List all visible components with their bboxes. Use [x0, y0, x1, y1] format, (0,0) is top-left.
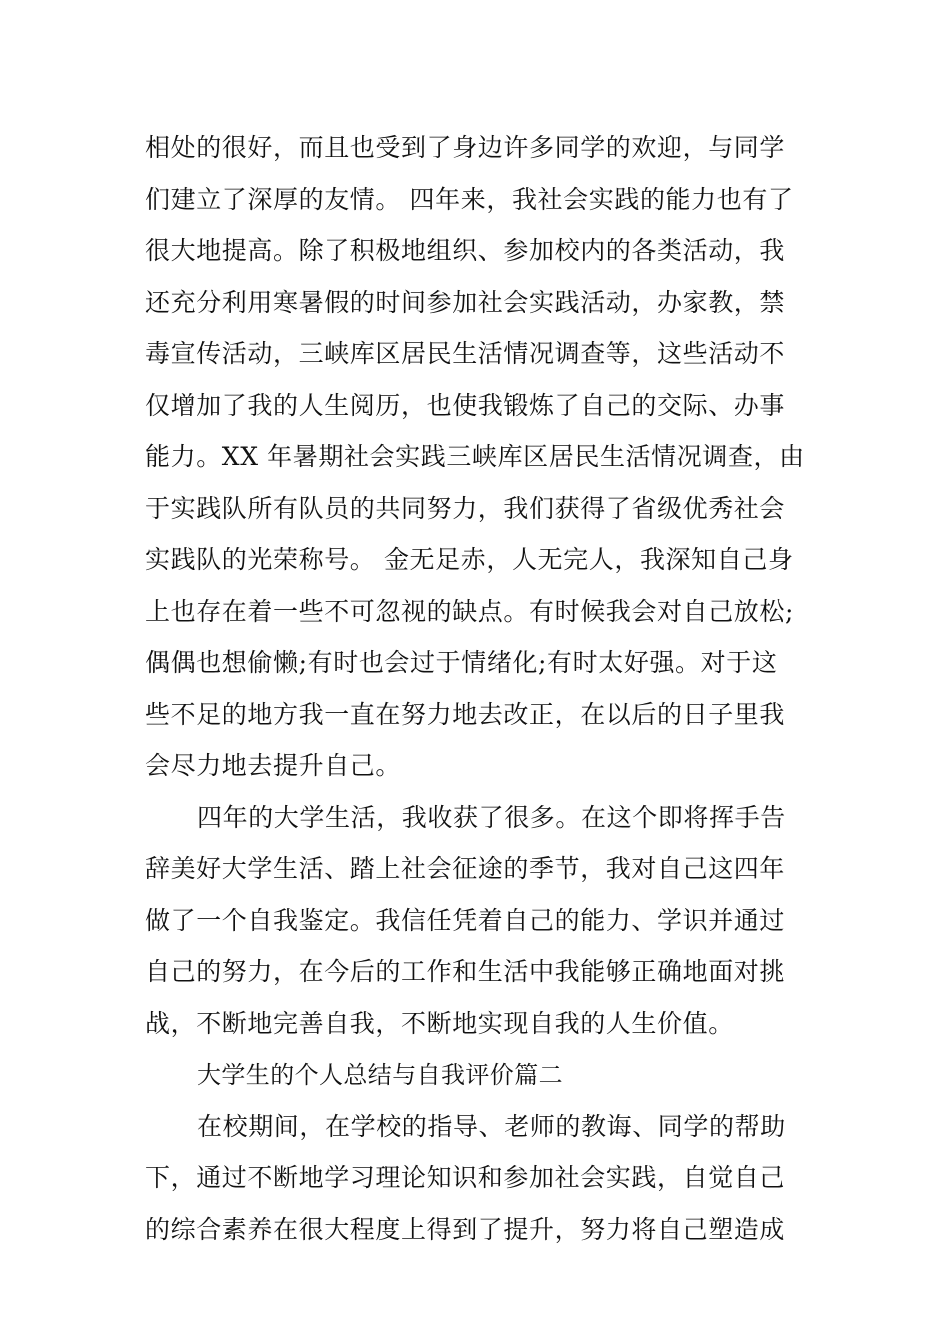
text-line: 四年的大学生活，我收获了很多。在这个即将挥手告 — [197, 803, 786, 832]
text-line: 会尽力地去提升自己。 — [145, 751, 402, 780]
section-heading: 大学生的个人总结与自我评价篇二 — [197, 1061, 563, 1089]
text-line: 能力。XX 年暑期社会实践三峡库区居民生活情况调查，由 — [145, 442, 805, 471]
text-line: 相处的很好，而且也受到了身边许多同学的欢迎，与同学 — [145, 133, 786, 162]
text-line: 在校期间，在学校的指导、老师的教诲、同学的帮助 — [197, 1112, 786, 1141]
text-line: 偶偶也想偷懒;有时也会过于情绪化;有时太好强。对于这 — [145, 648, 778, 677]
text-line: 的综合素养在很大程度上得到了提升，努力将自己塑造成 — [145, 1215, 786, 1244]
text-line: 些不足的地方我一直在努力地去改正，在以后的日子里我 — [145, 700, 786, 729]
text-line: 自己的努力，在今后的工作和生活中我能够正确地面对挑 — [145, 957, 786, 986]
text-line: 于实践队所有队员的共同努力，我们获得了省级优秀社会 — [145, 494, 786, 523]
text-line: 战，不断地完善自我，不断地实现自我的人生价值。 — [145, 1009, 734, 1038]
text-line: 仅增加了我的人生阅历，也使我锻炼了自己的交际、办事 — [145, 391, 786, 420]
text-line: 很大地提高。除了积极地组织、参加校内的各类活动，我 — [145, 236, 786, 265]
text-line: 实践队的光荣称号。 金无足赤，人无完人，我深知自己身 — [145, 545, 794, 574]
text-line: 做了一个自我鉴定。我信任凭着自己的能力、学识并通过 — [145, 906, 786, 935]
text-line: 毒宣传活动，三峡库区居民生活情况调查等，这些活动不 — [145, 339, 786, 368]
text-line: 们建立了深厚的友情。 四年来，我社会实践的能力也有了 — [145, 185, 794, 214]
text-line: 下，通过不断地学习理论知识和参加社会实践，自觉自己 — [145, 1163, 786, 1192]
text-line: 辞美好大学生活、踏上社会征途的季节，我对自己这四年 — [145, 854, 786, 883]
text-line: 还充分利用寒暑假的时间参加社会实践活动，办家教，禁 — [145, 288, 786, 317]
text-line: 上也存在着一些不可忽视的缺点。有时候我会对自己放松; — [145, 597, 795, 626]
